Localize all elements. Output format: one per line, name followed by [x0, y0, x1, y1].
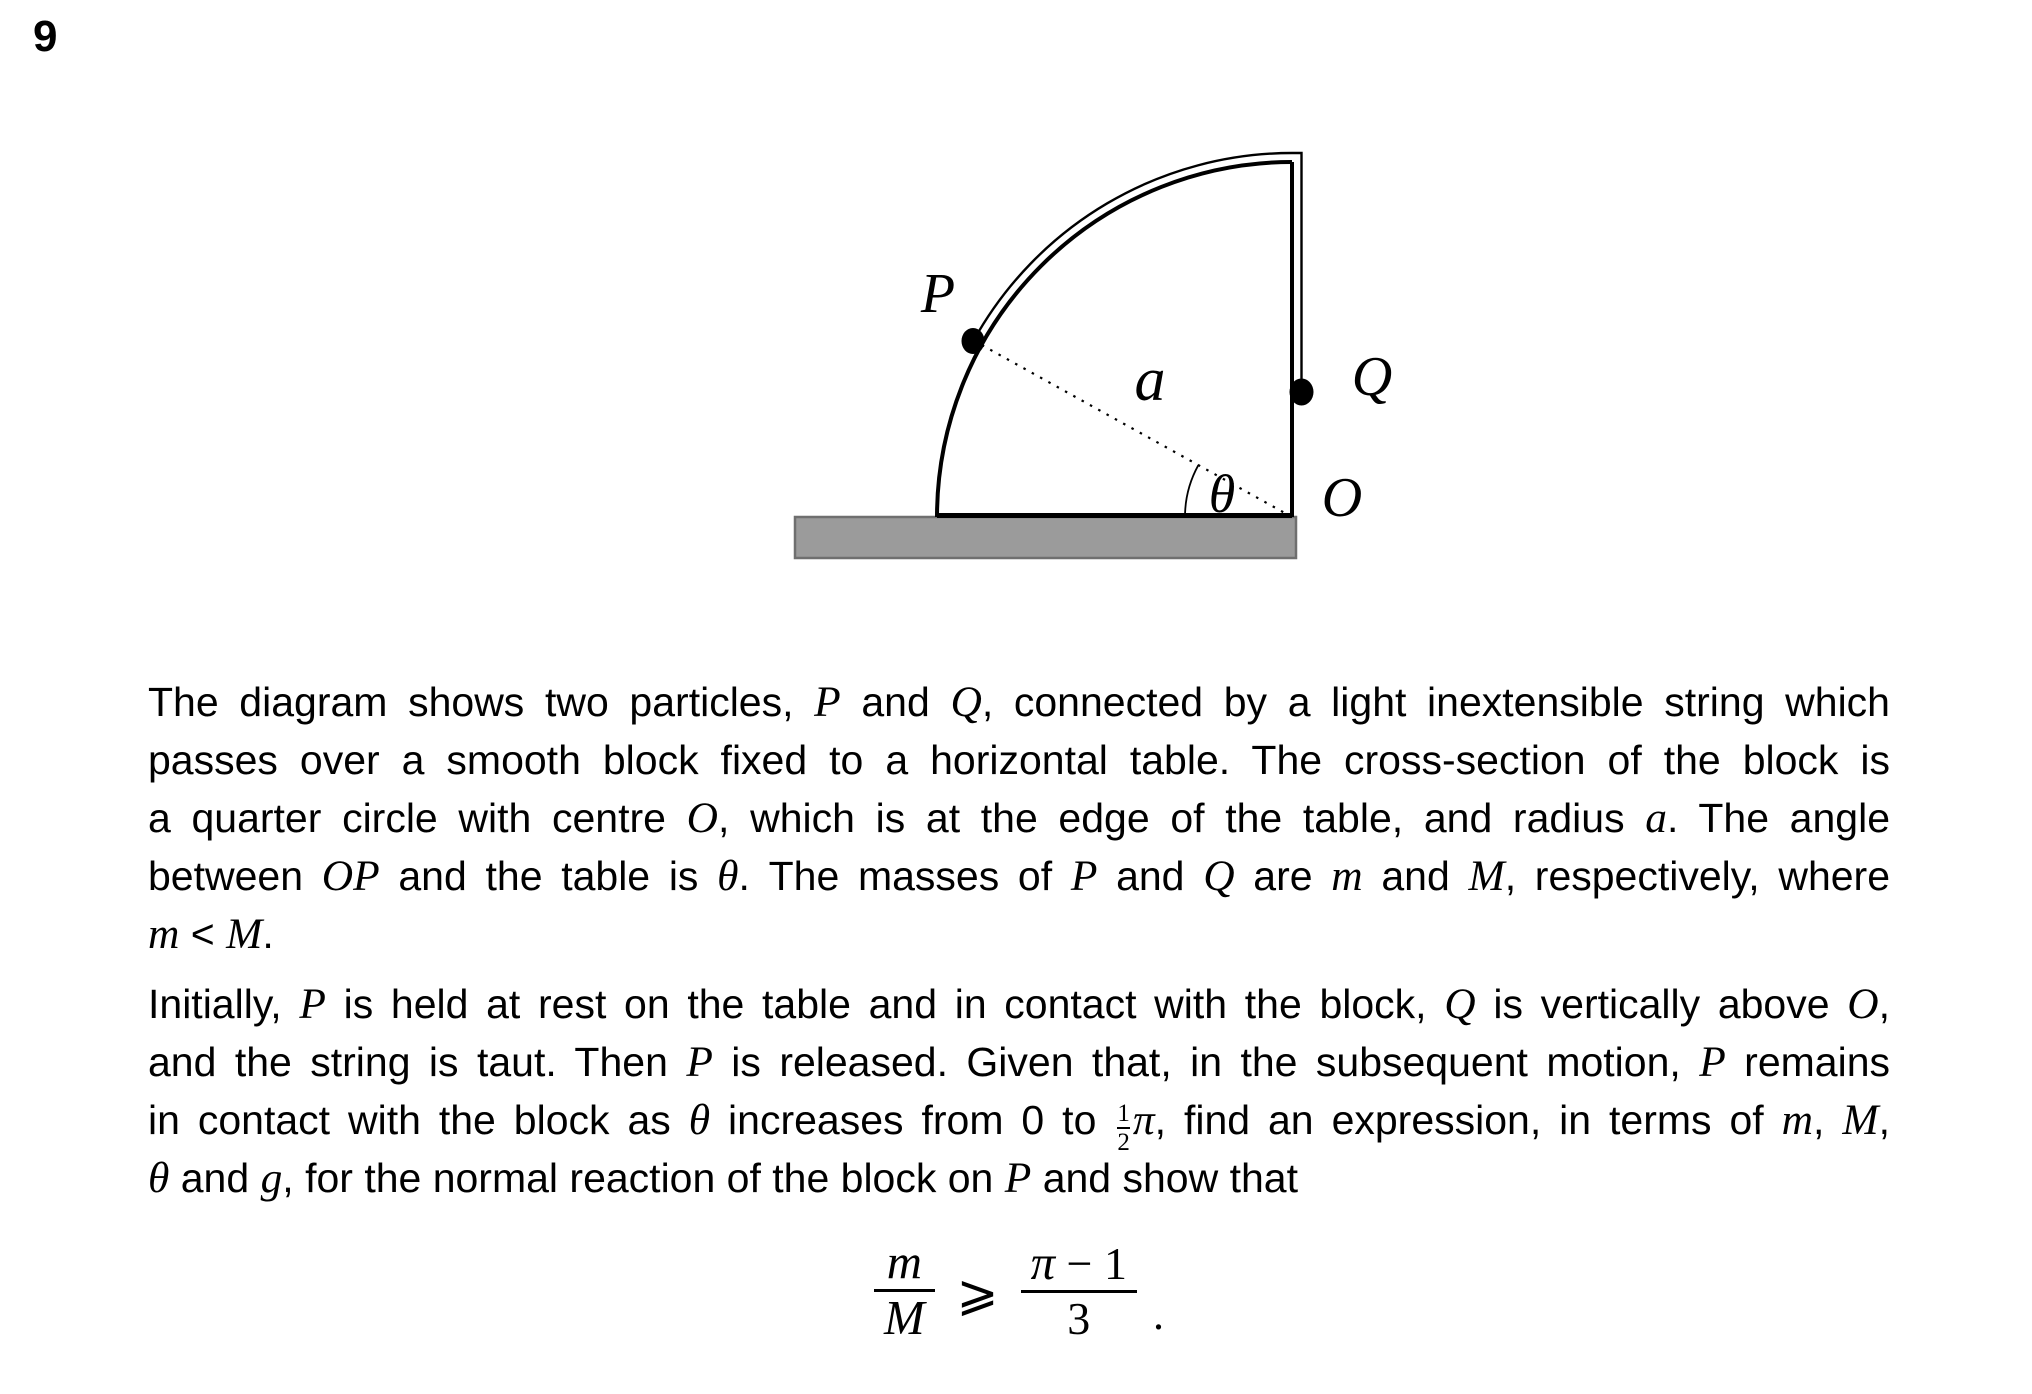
- text-line: in contact with the block as θ increases from 0 to $\frac{1}{2}$ π, find an expression, in terms of m, M,: [148, 1096, 1890, 1156]
- label-p: P: [920, 263, 956, 325]
- fraction-numerator: m: [886, 1235, 922, 1289]
- label-q: Q: [1351, 346, 1393, 408]
- text-line: and the string is taut. Then P is released. Given that, in the subsequent motion, P remains: [148, 1038, 1890, 1086]
- paragraph-problem-setup: [148, 673, 1890, 963]
- geqslant-symbol: ⩾: [956, 1263, 999, 1322]
- text-line: passes over a smooth block fixed to a horizontal table. The cross-section of the block is: [148, 737, 1890, 783]
- label-o: O: [1321, 467, 1363, 529]
- fraction-denominator: M: [874, 1289, 935, 1345]
- text-line: Initially, P is held at rest on the table and in contact with the block, Q is vertically above O,: [148, 980, 1891, 1028]
- question-number: 9: [33, 12, 58, 61]
- result-formula: [148, 1236, 1890, 1345]
- paragraph-task: [148, 975, 1890, 1207]
- inline-fraction: $\frac{1}{2}$: [1117, 1100, 1130, 1156]
- text-line: θ and g, for the normal reaction of the block on P and show that: [148, 1154, 1298, 1202]
- text-line: between OP and the table is θ. The masses of P and Q are m and M, respectively, where: [148, 852, 1890, 900]
- fraction-pi-minus-1-over-3: [1021, 1237, 1137, 1345]
- label-theta: θ: [1208, 464, 1236, 524]
- fraction-m-over-M: [874, 1236, 935, 1345]
- text-line: m < M.: [148, 910, 274, 958]
- block-arc: [937, 162, 1292, 517]
- text-line: a quarter circle with centre O, which is at the edge of the table, and radius a. The angle: [148, 794, 1890, 842]
- mechanics-diagram: [700, 110, 1460, 590]
- particle-q-dot: [1290, 379, 1314, 406]
- particle-p-dot: [962, 328, 985, 354]
- fraction-denominator: 3: [1021, 1290, 1137, 1345]
- radius-dotted-line: [974, 341, 1292, 518]
- angle-arc: [1185, 465, 1198, 517]
- text-line: The diagram shows two particles, P and Q, connected by a light inextensible string which: [148, 678, 1890, 726]
- label-a: a: [1134, 346, 1166, 414]
- fraction-numerator: π − 1: [1030, 1235, 1127, 1290]
- formula-period: .: [1152, 1290, 1164, 1339]
